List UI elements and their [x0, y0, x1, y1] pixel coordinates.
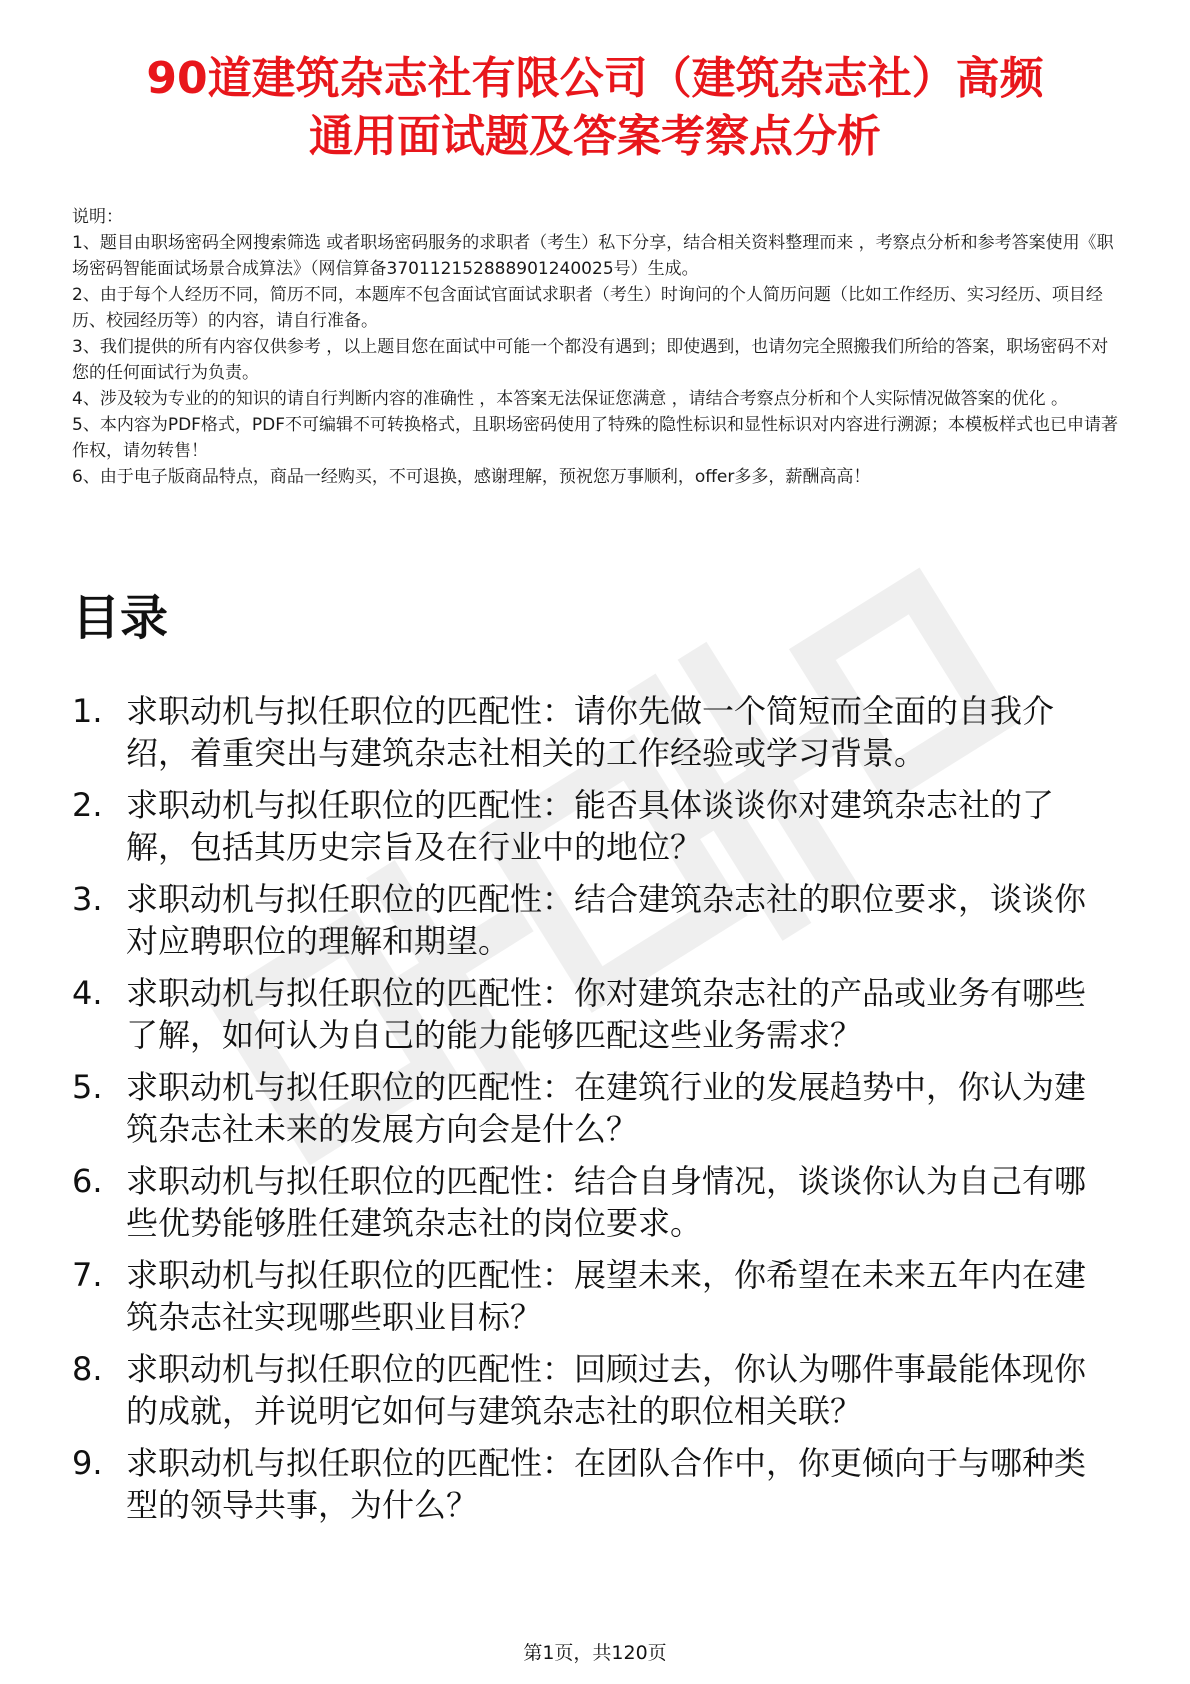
- toc-item[interactable]: [72, 690, 1112, 774]
- toc-item-number: 2.: [72, 786, 103, 824]
- toc-item[interactable]: [72, 1442, 1112, 1526]
- toc-item-number: 3.: [72, 880, 103, 918]
- toc-item-number: 8.: [72, 1350, 103, 1388]
- toc-item-number: 1.: [72, 692, 103, 730]
- toc-heading: 目录: [72, 590, 169, 646]
- toc-item-number: 6.: [72, 1162, 103, 1200]
- page-number-footer: 第1页，共120页: [523, 1642, 667, 1664]
- toc-item[interactable]: [72, 1160, 1112, 1244]
- note-item: 1、题目由职场密码全网搜索筛选 或者职场密码服务的求职者（考生）私下分享，结合相关资料整理而来 ，考察点分析和参考答案使用《职场密码智能面试场景合成算法》（网信算备370112152888901240025号）生成。: [72, 233, 1114, 279]
- toc-item[interactable]: [72, 1348, 1112, 1432]
- toc-item[interactable]: [72, 972, 1112, 1056]
- note-item: 6、由于电子版商品特点，商品一经购买，不可退换，感谢理解，预祝您万事顺利，offer多多，薪酬高高！: [72, 467, 871, 487]
- note-item: 3、我们提供的所有内容仅供参考 ，以上题目您在面试中可能一个都没有遇到；即使遇到，也请勿完全照搬我们所给的答案，职场密码不对您的任何面试行为负责。: [72, 337, 1109, 383]
- toc-item[interactable]: [72, 1254, 1112, 1338]
- title-line-1: 90道建筑杂志社有限公司（建筑杂志社）高频: [146, 53, 1044, 104]
- toc-item-text: 求职动机与拟任职位的匹配性：你对建筑杂志社的产品或业务有哪些了解，如何认为自己的能力能够匹配这些业务需求？: [126, 974, 1087, 1054]
- toc-item-text: 求职动机与拟任职位的匹配性：回顾过去，你认为哪件事最能体现你的成就，并说明它如何与建筑杂志社的职位相关联？: [126, 1350, 1087, 1430]
- notes-section: [72, 204, 1120, 490]
- toc-item-number: 5.: [72, 1068, 103, 1106]
- toc-list: [72, 690, 1112, 1536]
- title-line-2: 通用面试题及答案考察点分析: [309, 111, 881, 162]
- note-item: 2、由于每个人经历不同，简历不同，本题库不包含面试官面试求职者（考生）时询问的个人简历问题（比如工作经历、实习经历、项目经历、校园经历等）的内容，请自行准备。: [72, 285, 1103, 331]
- toc-item-text: 求职动机与拟任职位的匹配性：请你先做一个简短而全面的自我介绍，着重突出与建筑杂志社相关的工作经验或学习背景。: [126, 692, 1055, 772]
- notes-heading: 说明：: [72, 207, 123, 227]
- toc-item-number: 4.: [72, 974, 103, 1012]
- note-item: 4、涉及较为专业的的知识的请自行判断内容的准确性 ，本答案无法保证您满意 ，请结合考察点分析和个人实际情况做答案的优化 。: [72, 389, 1069, 409]
- toc-item[interactable]: [72, 878, 1112, 962]
- toc-item-number: 7.: [72, 1256, 103, 1294]
- toc-item-text: 求职动机与拟任职位的匹配性：在团队合作中，你更倾向于与哪种类型的领导共事，为什么？: [126, 1444, 1087, 1524]
- toc-item[interactable]: [72, 784, 1112, 868]
- toc-item-text: 求职动机与拟任职位的匹配性：在建筑行业的发展趋势中，你认为建筑杂志社未来的发展方向会是什么？: [126, 1068, 1087, 1148]
- toc-item[interactable]: [72, 1066, 1112, 1150]
- document-title: [60, 50, 1130, 166]
- toc-item-text: 求职动机与拟任职位的匹配性：结合自身情况，谈谈你认为自己有哪些优势能够胜任建筑杂志社的岗位要求。: [126, 1162, 1087, 1242]
- note-item: 5、本内容为PDF格式，PDF不可编辑不可转换格式，且职场密码使用了特殊的隐性标识和显性标识对内容进行溯源；本模板样式也已申请著作权，请勿转售！: [72, 415, 1119, 461]
- toc-item-text: 求职动机与拟任职位的匹配性：展望未来，你希望在未来五年内在建筑杂志社实现哪些职业目标？: [126, 1256, 1087, 1336]
- toc-item-number: 9.: [72, 1444, 103, 1482]
- toc-item-text: 求职动机与拟任职位的匹配性：结合建筑杂志社的职位要求，谈谈你对应聘职位的理解和期望。: [126, 880, 1087, 960]
- toc-item-text: 求职动机与拟任职位的匹配性：能否具体谈谈你对建筑杂志社的了解，包括其历史宗旨及在行业中的地位？: [126, 786, 1055, 866]
